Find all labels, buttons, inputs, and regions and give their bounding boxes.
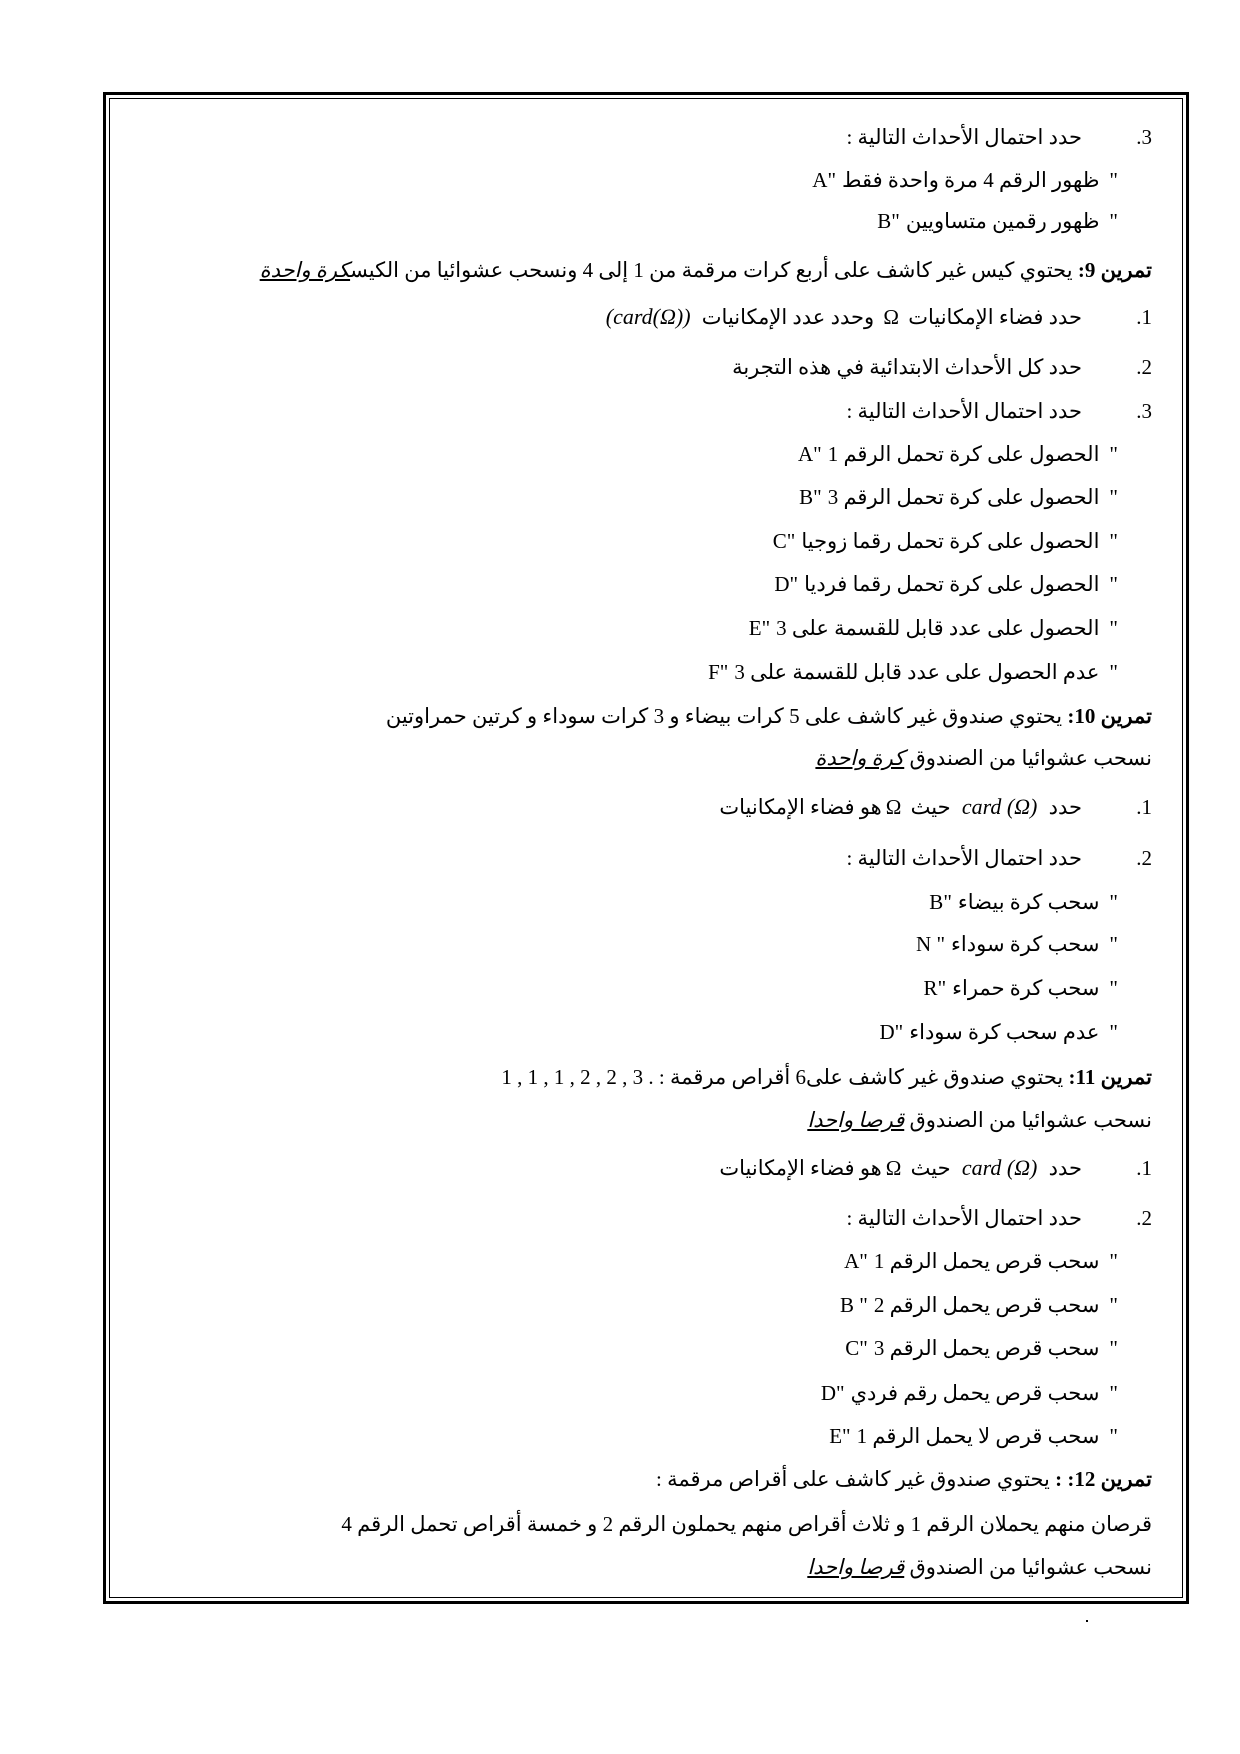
line-text: Ω xyxy=(883,305,899,329)
event-label: B xyxy=(877,209,892,233)
line-text: يحتوي صندوق غير كاشف على 5 كرات بيضاء و 3 كرات سوداء و كرتين حمراوتين xyxy=(385,704,1068,728)
item-number: 3. xyxy=(1136,399,1152,423)
quote-mark: " xyxy=(1109,168,1118,192)
line-text: سحب قرص يحمل الرقم 1 xyxy=(873,1249,1100,1273)
text-line xyxy=(656,1466,1152,1492)
event-label: D xyxy=(774,572,790,596)
line-text: سحب كرة بيضاء xyxy=(957,890,1100,914)
event-item: "الحصول على كرة تحمل رقما فردياD" xyxy=(774,572,1118,596)
text-line xyxy=(807,1554,1152,1580)
line-text: عدم الحصول على عدد قابل للقسمة على 3 xyxy=(734,660,1100,684)
quote-mark: " xyxy=(1109,890,1118,914)
quote-mark: " xyxy=(1109,1424,1118,1448)
line-text: سحب قرص لا يحمل الرقم 1 xyxy=(856,1424,1100,1448)
event-item: "الحصول على كرة تحمل الرقم 3B" xyxy=(799,485,1118,509)
line-text: ظهور رقمين متساويين xyxy=(905,209,1100,233)
line-text: سحب قرص يحمل رقم فردي xyxy=(850,1381,1100,1405)
quote-mark: " xyxy=(1109,209,1118,233)
event-item: "سحب قرص يحمل الرقم 1A" xyxy=(844,1249,1118,1273)
emphasis-text: قرصا واحدا xyxy=(807,1555,905,1579)
event-item: "الحصول على عدد قابل للقسمة على 3E" xyxy=(748,616,1118,640)
quote-mark: " xyxy=(1109,485,1118,509)
line-text: حدد احتمال الأحداث التالية : xyxy=(846,399,1082,423)
event-label: A xyxy=(797,442,814,466)
event-label: A xyxy=(812,168,828,192)
text-line xyxy=(807,1107,1152,1133)
event-item: "سحب قرص يحمل رقم فرديD" xyxy=(820,1381,1118,1405)
math-expression: (card(Ω)) xyxy=(605,304,691,329)
event-label: C xyxy=(772,529,787,553)
exercise-title: تمرين 12: : xyxy=(1055,1467,1152,1491)
line-text: Ω xyxy=(885,1156,902,1180)
line-text: حدد احتمال الأحداث التالية : xyxy=(846,846,1082,870)
line-text: الحصول على عدد قابل للقسمة على 3 xyxy=(776,616,1100,640)
line-text: سحب قرص يحمل الرقم 3 xyxy=(873,1336,1100,1360)
math-expression: card (Ω) xyxy=(961,1155,1038,1180)
event-label: A xyxy=(844,1249,860,1273)
numbered-item xyxy=(846,845,1152,871)
event-label: R xyxy=(923,976,938,1000)
line-text: Ω xyxy=(885,795,902,819)
event-label: F xyxy=(708,660,720,684)
line-text: 1 , 1 , 1 , 2 , 2 , 3 . xyxy=(501,1065,654,1089)
item-number: 1. xyxy=(1136,795,1152,819)
numbered-item xyxy=(846,124,1152,150)
item-number: 1. xyxy=(1136,1156,1152,1180)
exercise-title: تمرين 9: xyxy=(1077,258,1152,282)
numbered-item xyxy=(719,794,1152,820)
event-item: "عدم الحصول على عدد قابل للقسمة على 3F" xyxy=(708,660,1118,684)
line-text: وحدد عدد الإمكانيات xyxy=(696,305,880,329)
quote-mark: " xyxy=(1109,1381,1118,1405)
emphasis-text: كرة واحدة xyxy=(259,258,351,282)
event-label: E xyxy=(829,1424,843,1448)
line-text: نسحب عشوائيا من الصندوق xyxy=(904,746,1152,770)
event-item: "الحصول على كرة تحمل رقما زوجياC" xyxy=(772,529,1118,553)
event-label: D xyxy=(820,1381,837,1405)
emphasis-text: قرصا واحدا xyxy=(807,1108,905,1132)
numbered-item xyxy=(846,398,1152,424)
text-line xyxy=(341,1511,1152,1537)
line-text: حيث xyxy=(905,1156,956,1180)
line-text: سحب كرة سوداء xyxy=(951,932,1100,956)
event-item: "عدم سحب كرة سوداءD" xyxy=(879,1020,1118,1044)
line-text: حدد xyxy=(1043,1156,1082,1180)
item-number: 1. xyxy=(1136,305,1152,329)
math-expression: card (Ω) xyxy=(961,794,1038,819)
line-text: يحتوي صندوق غير كاشف على أقراص مرقمة : xyxy=(656,1467,1056,1491)
event-label: B xyxy=(929,890,944,914)
numbered-item xyxy=(600,304,1152,330)
event-label: E xyxy=(748,616,762,640)
line-text: قرصان منهم يحملان الرقم 1 و ثلاث أقراص منهم يحملون الرقم 2 و خمسة أقراص تحمل الرقم 4 xyxy=(341,1512,1152,1536)
text-line xyxy=(501,1064,1152,1090)
exercise-title: تمرين 11: xyxy=(1068,1065,1152,1089)
line-text: هو فضاء الإمكانيات xyxy=(719,795,882,819)
event-item: "سحب قرص لا يحمل الرقم 1E" xyxy=(829,1424,1118,1448)
line-text: يحتوي كيس غير كاشف على أربع كرات مرقمة من 1 إلى 4 ونسحب عشوائيا من الكيس xyxy=(350,258,1078,282)
line-text: يحتوي صندوق غير كاشف على6 أقراص مرقمة : xyxy=(653,1065,1069,1089)
page-mark xyxy=(1086,1620,1088,1622)
event-item: "سحب قرص يحمل الرقم 3C" xyxy=(845,1336,1118,1360)
line-text: هو فضاء الإمكانيات xyxy=(719,1156,882,1180)
numbered-item xyxy=(846,1205,1152,1231)
line-text: عدم سحب كرة سوداء xyxy=(909,1020,1100,1044)
event-item: "سحب كرة بيضاءB" xyxy=(929,890,1118,914)
item-number: 2. xyxy=(1136,1206,1152,1230)
event-label: D xyxy=(879,1020,895,1044)
event-item: "الحصول على كرة تحمل الرقم 1A" xyxy=(797,442,1118,466)
line-text: ظهور الرقم 4 مرة واحدة فقط xyxy=(842,168,1100,192)
numbered-item xyxy=(719,1155,1152,1181)
line-text: الحصول على كرة تحمل الرقم 1 xyxy=(827,442,1100,466)
quote-mark: " xyxy=(1109,1249,1118,1273)
event-item: "سحب كرة حمراءR" xyxy=(923,976,1118,1000)
event-item: "ظهور رقمين متساويينB" xyxy=(877,209,1118,233)
event-label: B xyxy=(799,485,814,509)
line-text: حدد احتمال الأحداث التالية : xyxy=(846,125,1082,149)
text-line xyxy=(815,745,1152,771)
event-label: B xyxy=(840,1293,860,1317)
quote-mark: " xyxy=(1109,932,1118,956)
line-text: سحب كرة حمراء xyxy=(952,976,1100,1000)
exercise-title: تمرين 10: xyxy=(1067,704,1152,728)
emphasis-text: كرة واحدة xyxy=(815,746,905,770)
event-item: "ظهور الرقم 4 مرة واحدة فقطA" xyxy=(812,168,1118,192)
line-text: حدد فضاء الإمكانيات xyxy=(902,305,1082,329)
line-text: حدد كل الأحداث الابتدائية في هذه التجربة xyxy=(732,355,1082,379)
line-text: حدد xyxy=(1043,795,1082,819)
line-text: حدد احتمال الأحداث التالية : xyxy=(846,1206,1082,1230)
quote-mark: " xyxy=(1109,1336,1118,1360)
text-line xyxy=(386,703,1152,729)
quote-mark: " xyxy=(1109,660,1118,684)
line-text: الحصول على كرة تحمل رقما زوجيا xyxy=(801,529,1100,553)
quote-mark: " xyxy=(1109,572,1118,596)
quote-mark: " xyxy=(1109,1020,1118,1044)
quote-mark: " xyxy=(1109,529,1118,553)
quote-mark: " xyxy=(1109,1293,1118,1317)
line-text: حيث xyxy=(905,795,956,819)
line-text: سحب قرص يحمل الرقم 2 xyxy=(873,1293,1100,1317)
event-label: N xyxy=(916,932,937,956)
text-line xyxy=(260,257,1152,283)
quote-mark: " xyxy=(1109,976,1118,1000)
event-item: "سحب كرة سوداءN " xyxy=(916,932,1118,956)
event-item: "سحب قرص يحمل الرقم 2B " xyxy=(840,1293,1118,1317)
item-number: 2. xyxy=(1136,846,1152,870)
line-text: الحصول على كرة تحمل رقما فرديا xyxy=(804,572,1100,596)
item-number: 3. xyxy=(1136,125,1152,149)
line-text: نسحب عشوائيا من الصندوق xyxy=(904,1108,1152,1132)
quote-mark: " xyxy=(1109,442,1118,466)
event-label: C xyxy=(845,1336,860,1360)
numbered-item xyxy=(732,354,1152,380)
quote-mark: " xyxy=(1109,616,1118,640)
line-text: الحصول على كرة تحمل الرقم 3 xyxy=(827,485,1100,509)
line-text: نسحب عشوائيا من الصندوق xyxy=(904,1555,1152,1579)
item-number: 2. xyxy=(1136,355,1152,379)
